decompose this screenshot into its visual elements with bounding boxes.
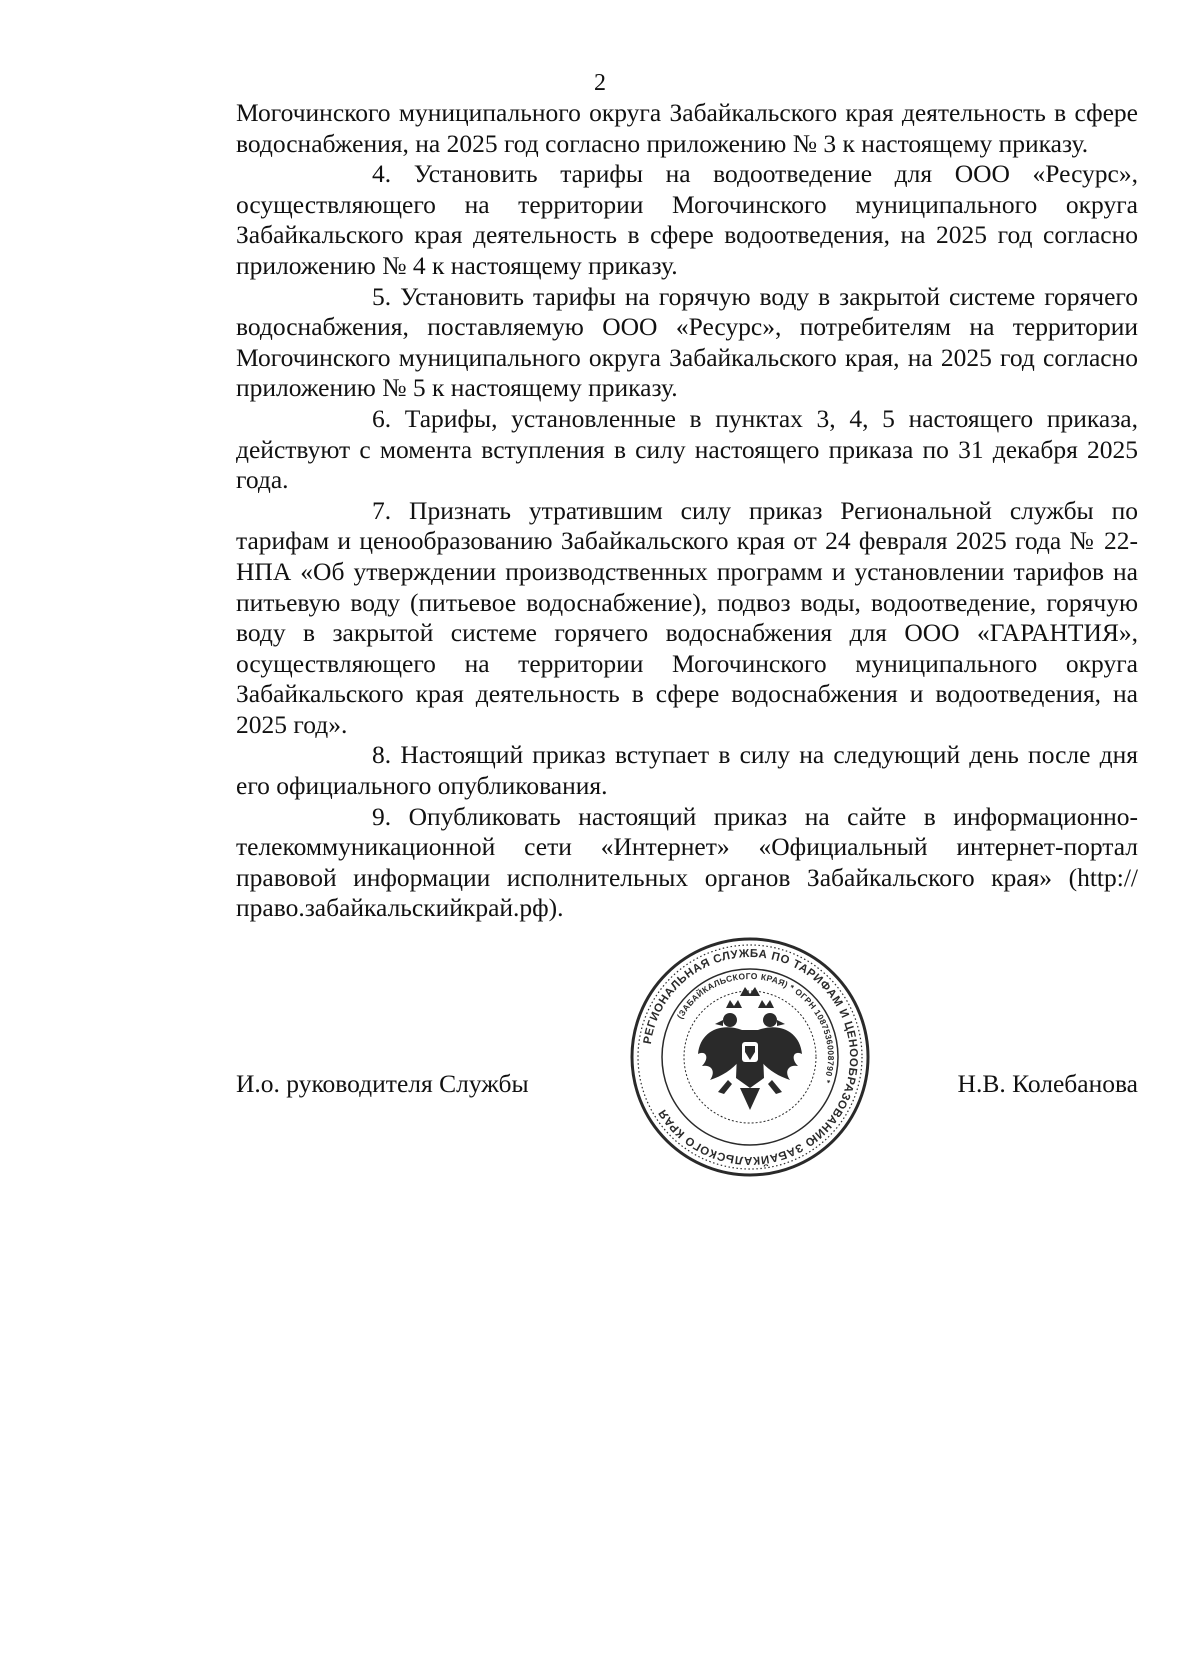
paragraph-item-5 [236, 282, 1138, 404]
official-seal [625, 932, 875, 1182]
item-number: 6. [372, 403, 392, 433]
paragraph-item-7 [236, 496, 1138, 741]
item-number: 8. [372, 740, 392, 770]
paragraph-text: Тарифы, установленные в пунктах 3, 4, 5 настоящего приказа, действуют с момента вступления в силу настоящего приказа по 31 декабря 2025 года. [236, 403, 1138, 495]
item-number: 5. [372, 281, 392, 311]
paragraph-text: Опубликовать настоящий приказ на сайте в информационно-телекоммуникационной сети «Интернет» «Официальный интернет-портал правовой информации исполнительных органов Забайкальского края» (http://право.забайкальскийкрай.рф). [236, 801, 1139, 923]
item-number: 7. [372, 495, 392, 525]
item-number: 9. [372, 801, 392, 831]
paragraph-item-8 [236, 740, 1138, 801]
paragraph-text: Могочинского муниципального округа Забайкальского края деятельность в сфере водоснабжения, на 2025 год согласно приложению № 3 к настоящему приказу. [236, 98, 1138, 158]
paragraph-continuation [236, 98, 1138, 159]
paragraph-item-6 [236, 404, 1138, 496]
signatory-title: И.о. руководителя Службы [236, 1069, 529, 1098]
item-number: 4. [372, 159, 392, 189]
signatory-name: Н.В. Колебанова [957, 1069, 1138, 1098]
page-number: 2 [594, 70, 606, 96]
paragraph-item-9 [236, 802, 1138, 924]
double-headed-eagle-icon [698, 987, 802, 1110]
paragraph-text: Установить тарифы на водоотведение для ООО «Ресурс», осуществляющего на территории Могочинского муниципального округа Забайкальского края деятельность в сфере водоотведения, на 2025 год согласно приложению № 4 к настоящему приказу. [236, 159, 1138, 280]
paragraph-text: Установить тарифы на горячую воду в закрытой системе горячего водоснабжения, поставляемую ООО «Ресурс», потребителям на территории Могочинского муниципального округа Забайкальского края, на 2025 год согласно приложению № 5 к настоящему приказу. [236, 281, 1138, 403]
seal-outer-text: РЕГИОНАЛЬНАЯ СЛУЖБА ПО ТАРИФАМ И ЦЕНООБРАЗОВАНИЮ ЗАБАЙКАЛЬСКОГО КРАЯ [641, 947, 860, 1167]
seal-inner-text: (ЗАБАЙКАЛЬСКОГО КРАЯ) * ОГРН 1087536008790 * [674, 970, 837, 1085]
paragraph-text: Признать утратившим силу приказ Региональной службы по тарифам и ценообразованию Забайкальского края от 24 февраля 2025 года № 22-НПА «Об утверждении производственных программ и установлении тарифов на питьевую воду (питьевое водоснабжение), подвоз воды, водоотведение, горячую воду в закрытой системе горячего водоснабжения для ООО «ГАРАНТИЯ», осуществляющего на территории Могочинского муниципального округа Забайкальского края деятельность в сфере водоснабжения и водоотведения, на 2025 год». [236, 495, 1138, 739]
paragraph-text: Настоящий приказ вступает в силу на следующий день после дня его официального опубликования. [236, 740, 1138, 801]
document-body [236, 98, 1138, 924]
paragraph-item-4 [236, 159, 1138, 281]
